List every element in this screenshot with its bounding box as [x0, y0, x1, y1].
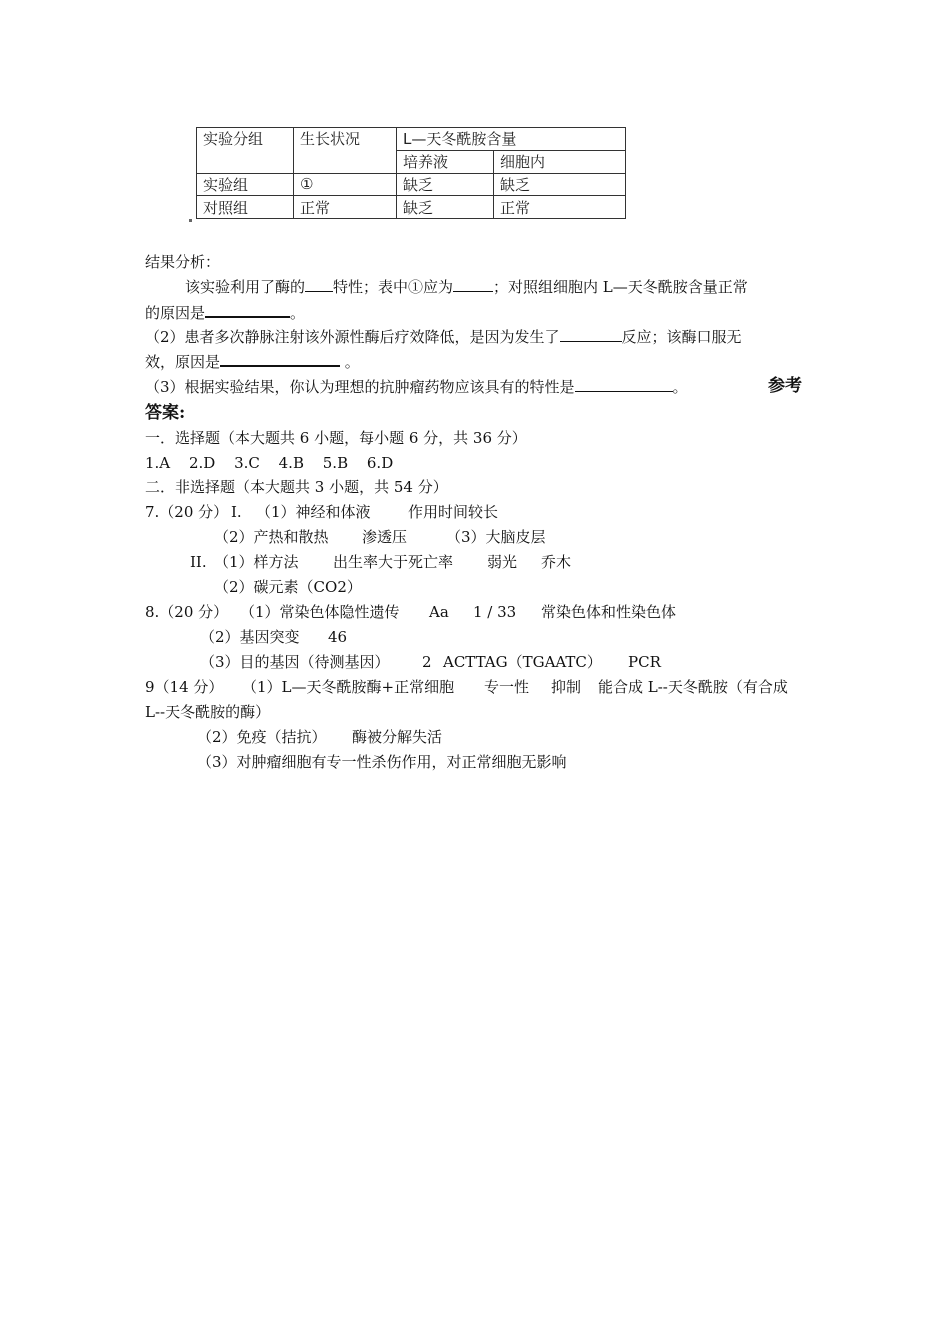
table-corner-mark — [189, 219, 192, 222]
fill-blank — [560, 327, 622, 342]
q9-part-1c: 抑制 — [551, 678, 582, 696]
q8-part-2b: 46 — [328, 628, 348, 646]
text-segment: 的原因是 — [145, 304, 206, 322]
q9-head: 9（14 分） — [145, 678, 224, 696]
answers-label: 答案: — [145, 403, 186, 423]
row-growth: 正常 — [294, 196, 397, 219]
text-segment: 。 — [672, 378, 688, 396]
table-row — [197, 173, 626, 196]
q7-head: 7.（20 分） — [145, 503, 229, 521]
q7-part-2b: 渗透压 — [362, 528, 408, 546]
mc-answer: 5.B — [322, 454, 349, 472]
reference-label: 参考 — [768, 376, 802, 396]
q7-roman-i: I. — [231, 503, 242, 521]
experiment-table — [196, 127, 626, 219]
header-growth: 生长状况 — [294, 128, 397, 174]
q7-part-4b: 出生率大于死亡率 — [333, 553, 454, 571]
analysis-line-1 — [185, 277, 748, 297]
text-segment: 反应；该酶口服无 — [621, 328, 742, 346]
q8-head: 8.（20 分） — [145, 603, 229, 621]
fill-blank — [205, 302, 290, 318]
text-segment: 特性；表中①应为 — [333, 278, 454, 296]
mc-answers — [145, 453, 393, 473]
q9-part-1d: 能合成 L--天冬酰胺（有合成 — [598, 678, 788, 696]
text-segment: （2）患者多次静脉注射该外源性酶后疗效降低，是因为发生了 — [145, 328, 560, 346]
row-medium: 缺乏 — [397, 196, 494, 219]
mc-answer: 2.D — [188, 454, 216, 472]
header-group: 实验分组 — [197, 128, 294, 174]
q8-part-2: （2）基因突变 — [200, 628, 300, 646]
q7-part-2: （2）产热和散热 — [214, 528, 329, 546]
text-segment: 效，原因是 — [145, 353, 221, 371]
table-row — [197, 196, 626, 219]
text-segment: 该实验利用了酶的 — [185, 278, 306, 296]
section-1-title: 一．选择题（本大题共 6 小题，每小题 6 分，共 36 分） — [145, 429, 527, 447]
q8-part-1d: 常染色体和性染色体 — [541, 603, 677, 621]
analysis-line-2 — [145, 302, 305, 323]
q8-part-1b: Aa — [429, 603, 449, 621]
question-2-line-2 — [145, 351, 360, 372]
q8-part-1: （1）常染色体隐性遗传 — [240, 603, 400, 621]
row-cell: 缺乏 — [494, 173, 626, 196]
q9-part-1e: L--天冬酰胺的酶） — [145, 703, 271, 721]
q9-part-1b: 专一性 — [484, 678, 530, 696]
text-segment: 。 — [340, 353, 360, 371]
row-growth: ① — [294, 173, 397, 196]
question-2-line-1 — [145, 327, 742, 347]
mc-answer: 6.D — [366, 454, 394, 472]
mc-answer: 1.A — [145, 454, 171, 472]
q9-part-2: （2）免疫（拮抗） — [197, 728, 327, 746]
fill-blank — [453, 277, 493, 292]
q8-part-1c: 1 / 33 — [473, 603, 517, 621]
q7-part-5: （2）碳元素（CO2） — [214, 578, 362, 596]
q8-part-3c: ACTTAG（TGAATC） — [443, 653, 602, 671]
subheader-cell: 细胞内 — [494, 150, 626, 173]
q8-part-3: （3）目的基因（待测基因） — [200, 653, 390, 671]
row-group: 对照组 — [197, 196, 294, 219]
fill-blank — [575, 377, 673, 392]
fill-blank — [220, 351, 340, 367]
section-2-title: 二．非选择题（本大题共 3 小题，共 54 分） — [145, 478, 448, 496]
q9-part-2b: 酶被分解失活 — [352, 728, 443, 746]
question-3-line — [145, 377, 688, 397]
q7-part-1b: 作用时间较长 — [408, 503, 499, 521]
row-cell: 正常 — [494, 196, 626, 219]
q7-part-1: （1）神经和体液 — [256, 503, 371, 521]
analysis-heading: 结果分析： — [145, 253, 221, 271]
q7-roman-ii: II. — [190, 553, 207, 571]
mc-answer: 3.C — [234, 454, 260, 472]
q8-part-3b: 2 — [422, 653, 432, 671]
text-segment: 。 — [290, 304, 306, 322]
mc-answer: 4.B — [278, 454, 304, 472]
q7-part-4c: 弱光 — [487, 553, 518, 571]
q7-part-4d: 乔木 — [541, 553, 572, 571]
q7-part-3: （3）大脑皮层 — [446, 528, 546, 546]
row-medium: 缺乏 — [397, 173, 494, 196]
q7-part-4: （1）样方法 — [214, 553, 299, 571]
q8-part-3d: PCR — [628, 653, 661, 671]
subheader-medium: 培养液 — [397, 150, 494, 173]
text-segment: （3）根据实验结果，你认为理想的抗肿瘤药物应该具有的特性是 — [145, 378, 575, 396]
row-group: 实验组 — [197, 173, 294, 196]
q9-part-3: （3）对肿瘤细胞有专一性杀伤作用，对正常细胞无影响 — [197, 753, 567, 771]
header-content: L—天冬酰胺含量 — [397, 128, 626, 151]
fill-blank — [305, 277, 333, 292]
text-segment: ；对照组细胞内 L—天冬酰胺含量正常 — [493, 278, 748, 296]
q9-part-1: （1）L—天冬酰胺酶+正常细胞 — [242, 678, 455, 696]
